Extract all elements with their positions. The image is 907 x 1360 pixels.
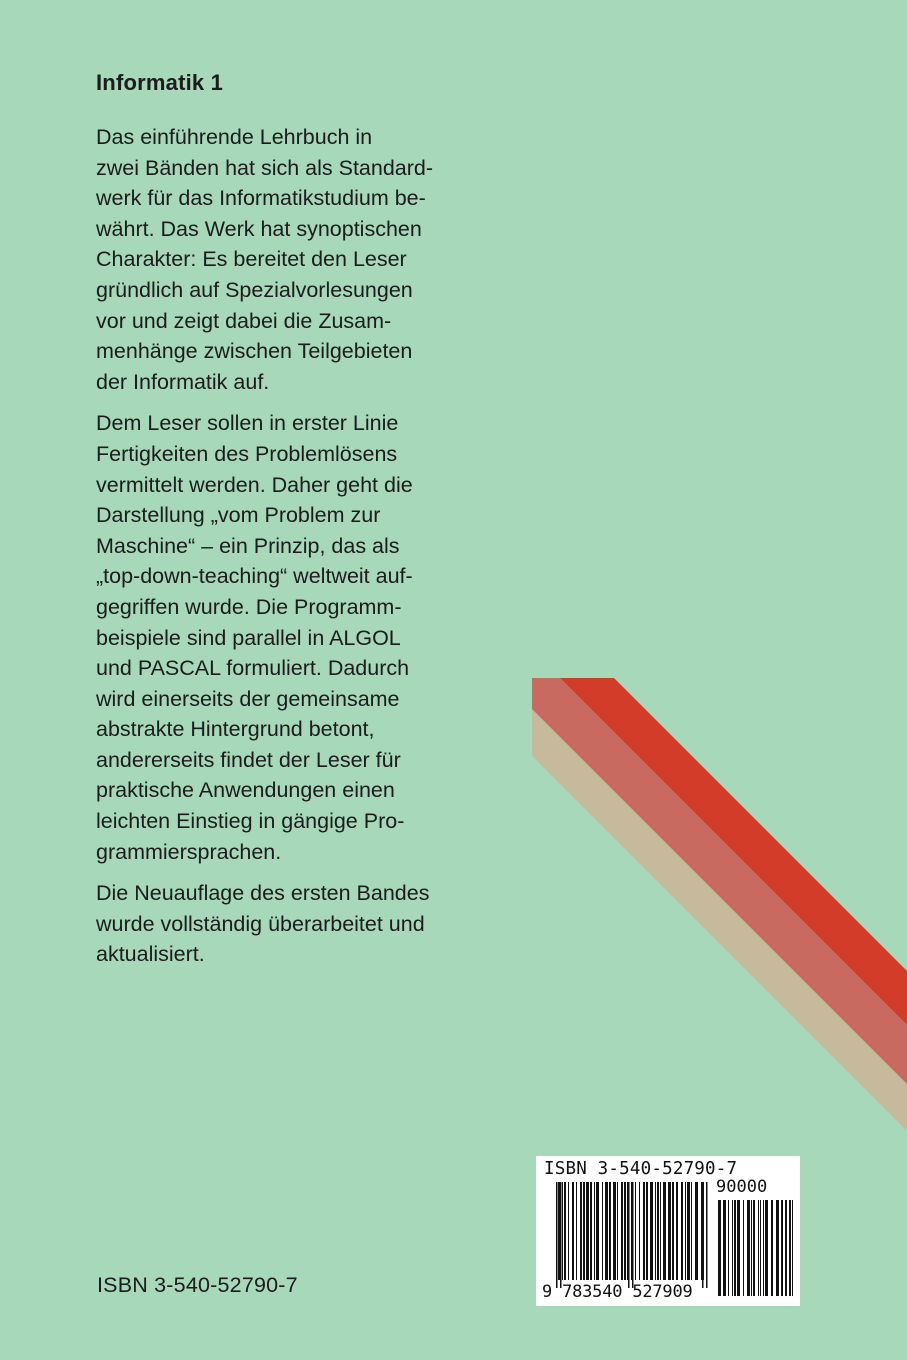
barcode-bar <box>732 1200 733 1296</box>
blurb-line: leichten Einstieg in gängige Pro- <box>96 809 405 834</box>
barcode-bar <box>576 1182 577 1280</box>
barcode-bar <box>758 1200 759 1296</box>
barcode-bar <box>789 1200 791 1296</box>
blurb-line: vermittelt werden. Daher geht die <box>96 472 413 497</box>
barcode-bar <box>643 1182 645 1280</box>
blurb-line: und PASCAL formuliert. Dadurch <box>96 656 410 681</box>
barcode-bar <box>691 1182 692 1280</box>
blurb-line: abstrakte Hintergrund betont, <box>96 717 375 742</box>
barcode-bar <box>617 1182 618 1280</box>
stripe-red <box>560 678 907 1025</box>
barcode-bar <box>602 1182 603 1280</box>
barcode-bar <box>586 1182 589 1280</box>
barcode-bar <box>583 1182 585 1280</box>
barcode-bar <box>627 1182 628 1280</box>
blurb-line: werk für das Informatikstudium be- <box>96 186 426 211</box>
blurb-line: Fertigkeiten des Problemlösens <box>96 441 398 466</box>
barcode-bar <box>613 1182 616 1280</box>
barcode-bar <box>695 1182 698 1280</box>
barcode-bar <box>609 1182 611 1280</box>
barcode-bar <box>737 1200 740 1296</box>
barcode-bar <box>668 1182 671 1280</box>
blurb-line: andererseits findet der Leser für <box>96 747 401 772</box>
barcode-isbn-text: ISBN 3-540-52790-7 <box>544 1159 738 1179</box>
blurb-line: menhänge zwischen Teilgebieten <box>96 339 413 364</box>
barcode-bar <box>646 1182 648 1280</box>
barcode-bar <box>734 1200 736 1296</box>
barcode-bar <box>590 1182 592 1280</box>
blurb-line: „top-down-teaching“ weltweit auf- <box>96 564 413 589</box>
blurb-line: praktische Anwendungen einen <box>96 778 395 803</box>
barcode-bar <box>760 1200 761 1296</box>
book-title: Informatik 1 <box>96 70 224 95</box>
barcode-bar <box>776 1200 779 1296</box>
blurb-line: währt. Das Werk hat synoptischen <box>96 216 422 241</box>
barcode-bar <box>676 1182 678 1280</box>
barcode-bar <box>568 1182 569 1280</box>
barcode-bar <box>657 1182 659 1280</box>
isbn-barcode <box>536 1156 800 1306</box>
barcode-guard-bar <box>560 1182 562 1288</box>
blurb-line: Darstellung „vom Problem zur <box>96 503 381 528</box>
blurb-line: zwei Bänden hat sich als Standard- <box>96 155 434 180</box>
barcode-bar <box>558 1182 560 1280</box>
barcode-bar <box>771 1200 773 1296</box>
barcode-bar <box>681 1182 683 1280</box>
barcode-bar <box>718 1200 721 1296</box>
barcode-bar <box>672 1182 674 1280</box>
blurb-line: der Informatik auf. <box>96 369 270 394</box>
barcode-guard-bar <box>628 1182 630 1288</box>
blurb-line: gründlich auf Spezialvorlesungen <box>96 277 413 302</box>
blurb-line: Die Neuauflage des ersten Bandes <box>96 881 430 906</box>
barcode-bar <box>564 1182 566 1280</box>
barcode-bar <box>751 1200 752 1296</box>
barcode-bar <box>728 1200 729 1296</box>
barcode-bar <box>765 1200 768 1296</box>
barcode-bar <box>624 1182 626 1280</box>
barcode-bar <box>596 1182 599 1280</box>
barcode-guard-bar <box>706 1182 708 1288</box>
barcode-guard-bar <box>556 1182 558 1288</box>
barcode-bar <box>580 1182 582 1280</box>
blurb-line: Maschine“ – ein Prinzip, das als <box>96 533 400 558</box>
blurb-line: wird einerseits der gemeinsame <box>96 686 400 711</box>
barcode-bar <box>605 1182 608 1280</box>
barcode-bar <box>663 1182 666 1280</box>
barcode-bar <box>655 1182 656 1280</box>
barcode-bar <box>635 1182 636 1280</box>
blurb-line: aktualisiert. <box>96 942 205 967</box>
barcode-bar <box>747 1200 750 1296</box>
blurb-line: vor und zeigt dabei die Zusam- <box>96 308 392 333</box>
barcode-ean-digits: 9 783540 527909 <box>542 1282 693 1302</box>
barcode-bar <box>572 1182 574 1280</box>
barcode-bar <box>792 1200 793 1296</box>
barcode-addon-digits: 90000 <box>716 1177 768 1197</box>
blurb-line: beispiele sind parallel in ALGOL <box>96 625 401 650</box>
stripe-pink <box>532 678 907 1084</box>
barcode-bar <box>594 1182 595 1280</box>
barcode-guard-bar <box>702 1182 704 1288</box>
isbn-number: ISBN 3-540-52790-7 <box>97 1273 298 1297</box>
barcode-bar <box>650 1182 653 1280</box>
barcode-bar <box>723 1200 726 1296</box>
barcode-bar <box>743 1200 744 1296</box>
barcode-bar <box>763 1200 764 1296</box>
barcode-bar <box>621 1182 623 1280</box>
barcode-bar <box>785 1200 787 1296</box>
barcode-bar <box>753 1200 755 1296</box>
barcode-bar <box>562 1182 563 1280</box>
barcode-bar <box>660 1182 661 1280</box>
barcode-bar <box>685 1182 686 1280</box>
blurb-line: wurde vollständig überarbeitet und <box>96 911 425 936</box>
blurb-line: gegriffen wurde. Die Programm- <box>96 594 402 619</box>
barcode-bar <box>781 1200 783 1296</box>
barcode-bar <box>639 1182 640 1280</box>
blurb-line: Charakter: Es bereitet den Leser <box>96 247 407 272</box>
barcode-bar <box>687 1182 690 1280</box>
blurb-line: grammiersprachen. <box>96 839 282 864</box>
barcode-guard-bar <box>632 1182 634 1288</box>
blurb-line: Dem Leser sollen in erster Linie <box>96 411 399 436</box>
blurb-line: Das einführende Lehrbuch in <box>96 125 373 149</box>
